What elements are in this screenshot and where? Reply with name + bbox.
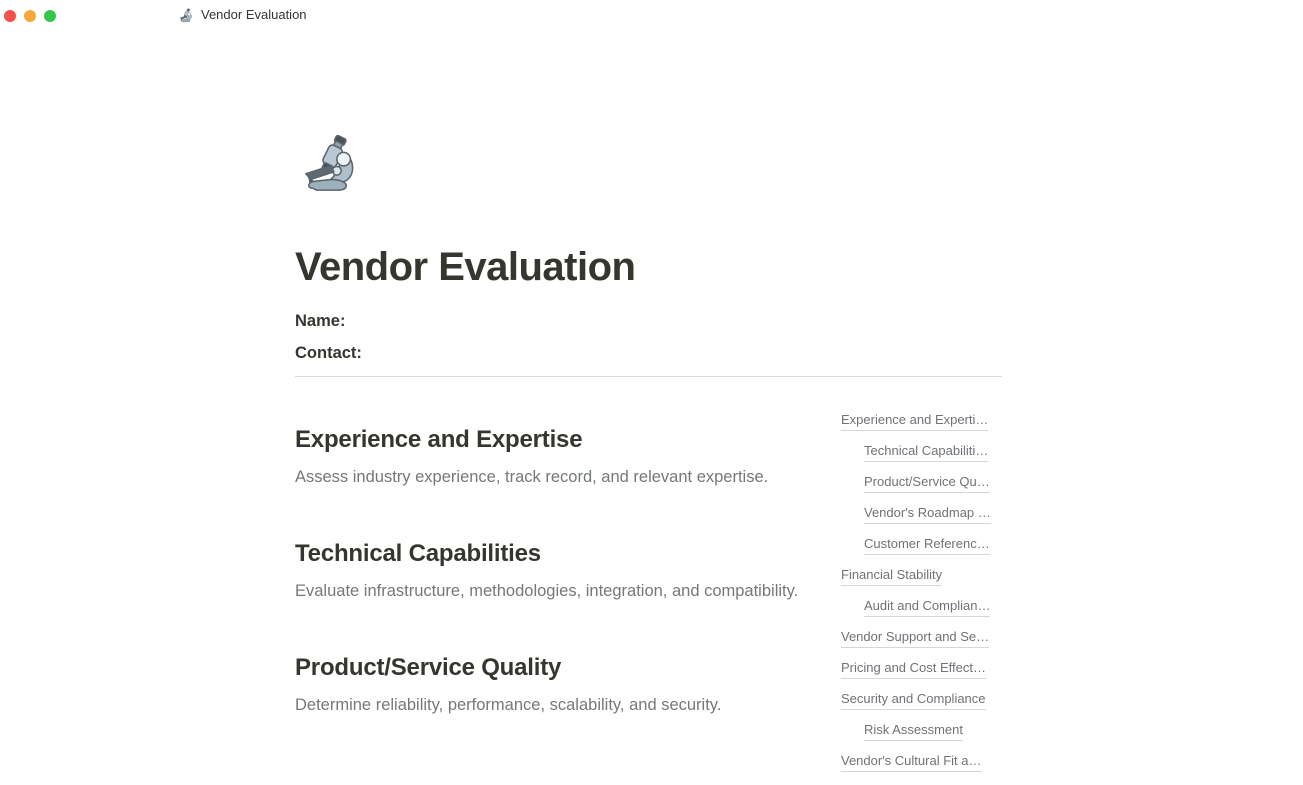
zoom-window-button[interactable] — [44, 10, 56, 22]
page-microscope-icon[interactable] — [301, 133, 363, 195]
page-fields — [295, 309, 1002, 365]
toc-link-customer-references[interactable]: Customer Referenc… — [864, 536, 990, 555]
section-description[interactable]: Assess industry experience, track record, and relevant expertise. — [295, 468, 769, 486]
section-product-service-quality — [295, 653, 819, 717]
section-heading[interactable]: Technical Capabilities — [295, 540, 541, 567]
section-heading[interactable]: Experience and Expertise — [295, 426, 583, 453]
toc-link-risk-assessment[interactable]: Risk Assessment — [864, 722, 963, 741]
table-of-contents — [841, 412, 1002, 784]
toc-link-technical-capabilities[interactable]: Technical Capabiliti… — [864, 443, 988, 462]
toc-item — [841, 753, 1002, 772]
toc-link-audit-and-compliance[interactable]: Audit and Complian… — [864, 598, 990, 617]
section-description[interactable]: Determine reliability, performance, scalability, and security. — [295, 696, 722, 714]
toc-link-vendor-support[interactable]: Vendor Support and Se… — [841, 629, 989, 648]
toc-link-vendors-roadmap[interactable]: Vendor's Roadmap … — [864, 505, 991, 524]
section-technical-capabilities — [295, 539, 819, 603]
toc-item — [841, 629, 1002, 648]
section-heading[interactable]: Product/Service Quality — [295, 654, 562, 681]
section-experience-and-expertise — [295, 425, 819, 489]
toc-link-experience-and-expertise[interactable]: Experience and Experti… — [841, 412, 988, 431]
sections-column — [295, 400, 841, 717]
toc-item — [841, 412, 1002, 431]
toc-link-pricing-and-cost[interactable]: Pricing and Cost Effect… — [841, 660, 986, 679]
field-contact-label[interactable]: Contact: — [295, 344, 362, 362]
window-title: Vendor Evaluation — [201, 7, 307, 22]
minimize-window-button[interactable] — [24, 10, 36, 22]
toc-item — [841, 660, 1002, 679]
microscope-icon — [179, 8, 194, 23]
toc-item — [841, 474, 1002, 493]
window-title-group — [179, 6, 307, 24]
field-name-label[interactable]: Name: — [295, 312, 346, 330]
toc-item — [841, 536, 1002, 555]
content-divider — [295, 376, 1002, 377]
page-title[interactable]: Vendor Evaluation — [295, 245, 636, 289]
traffic-lights — [4, 10, 56, 22]
content-columns — [295, 400, 1002, 784]
toc-link-security-and-compliance[interactable]: Security and Compliance — [841, 691, 986, 710]
toc-item — [841, 722, 1002, 741]
close-window-button[interactable] — [4, 10, 16, 22]
toc-item — [841, 691, 1002, 710]
toc-item — [841, 567, 1002, 586]
toc-item — [841, 443, 1002, 462]
toc-item — [841, 598, 1002, 617]
section-description[interactable]: Evaluate infrastructure, methodologies, integration, and compatibility. — [295, 582, 799, 600]
toc-link-vendors-cultural-fit[interactable]: Vendor's Cultural Fit a… — [841, 753, 982, 772]
toc-link-product-service-quality[interactable]: Product/Service Qu… — [864, 474, 990, 493]
toc-item — [841, 505, 1002, 524]
document-page — [295, 0, 1002, 784]
toc-link-financial-stability[interactable]: Financial Stability — [841, 567, 942, 586]
